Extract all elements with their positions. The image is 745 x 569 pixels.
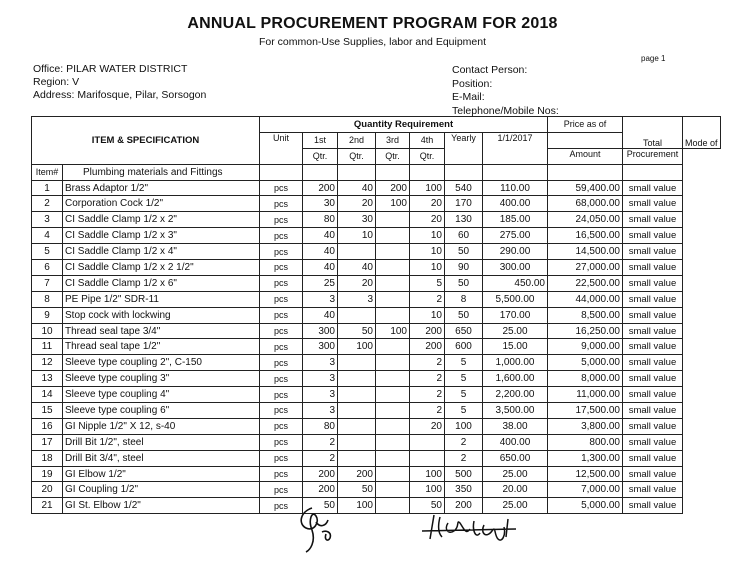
qty-q2: 20 <box>338 275 376 291</box>
table-row <box>32 275 721 291</box>
item-unit: pcs <box>260 339 303 355</box>
item-unit: pcs <box>260 291 303 307</box>
qty-q4: 100 <box>410 466 445 482</box>
item-number: 8 <box>32 291 63 307</box>
item-name: GI St. Elbow 1/2" <box>63 498 260 514</box>
header-unit: Unit <box>260 132 303 164</box>
qty-yearly: 540 <box>445 180 483 196</box>
procurement-mode: small value <box>623 450 683 466</box>
total-amount: 8,000.00 <box>548 371 623 387</box>
office-name: Office: PILAR WATER DISTRICT <box>33 63 188 75</box>
qty-q1: 3 <box>303 371 338 387</box>
header-q2-qtr: Qtr. <box>338 148 376 164</box>
unit-price: 300.00 <box>483 260 548 276</box>
qty-q3 <box>376 355 410 371</box>
item-name: CI Saddle Clamp 1/2 x 3" <box>63 228 260 244</box>
table-row <box>32 339 721 355</box>
qty-q3 <box>376 466 410 482</box>
unit-price: 110.00 <box>483 180 548 196</box>
procurement-mode: small value <box>623 275 683 291</box>
total-amount: 3,800.00 <box>548 418 623 434</box>
table-row <box>32 244 721 260</box>
item-number: 19 <box>32 466 63 482</box>
total-amount: 59,400.00 <box>548 180 623 196</box>
item-number: 16 <box>32 418 63 434</box>
qty-q2: 200 <box>338 466 376 482</box>
item-name: CI Saddle Clamp 1/2 x 2" <box>63 212 260 228</box>
qty-q4: 2 <box>410 371 445 387</box>
qty-yearly: 170 <box>445 196 483 212</box>
item-unit: pcs <box>260 418 303 434</box>
header-q1: 1st <box>303 132 338 148</box>
item-unit: pcs <box>260 371 303 387</box>
qty-q4: 2 <box>410 387 445 403</box>
item-unit: pcs <box>260 228 303 244</box>
item-name: PE Pipe 1/2" SDR-11 <box>63 291 260 307</box>
item-name: GI Coupling 1/2" <box>63 482 260 498</box>
item-number: 10 <box>32 323 63 339</box>
header-q3-qtr: Qtr. <box>376 148 410 164</box>
total-amount: 17,500.00 <box>548 403 623 419</box>
unit-price: 2,200.00 <box>483 387 548 403</box>
item-name: Thread seal tape 3/4" <box>63 323 260 339</box>
signature-right <box>414 505 524 547</box>
qty-q4: 10 <box>410 244 445 260</box>
header-q4: 4th <box>410 132 445 148</box>
unit-price: 20.00 <box>483 482 548 498</box>
total-amount: 7,000.00 <box>548 482 623 498</box>
qty-q3 <box>376 260 410 276</box>
total-amount: 5,000.00 <box>548 355 623 371</box>
qty-q4: 5 <box>410 275 445 291</box>
item-unit: pcs <box>260 323 303 339</box>
table-row <box>32 403 721 419</box>
item-number: 21 <box>32 498 63 514</box>
document-subtitle: For common-Use Supplies, labor and Equipment <box>258 36 487 48</box>
procurement-mode: small value <box>623 339 683 355</box>
header-yearly: Yearly <box>445 132 483 164</box>
procurement-mode: small value <box>623 228 683 244</box>
item-name: Thread seal tape 1/2" <box>63 339 260 355</box>
header-quantity-requirement: Quantity Requirement <box>260 117 548 133</box>
item-unit: pcs <box>260 450 303 466</box>
header-total-top: Total <box>623 117 683 149</box>
unit-price: 1,600.00 <box>483 371 548 387</box>
qty-q3 <box>376 212 410 228</box>
qty-yearly: 5 <box>445 355 483 371</box>
table-row <box>32 180 721 196</box>
qty-q2: 30 <box>338 212 376 228</box>
item-name: CI Saddle Clamp 1/2 x 2 1/2" <box>63 260 260 276</box>
table-row <box>32 450 721 466</box>
item-unit: pcs <box>260 212 303 228</box>
unit-price: 275.00 <box>483 228 548 244</box>
qty-q4: 10 <box>410 260 445 276</box>
unit-price: 170.00 <box>483 307 548 323</box>
unit-price: 25.00 <box>483 323 548 339</box>
procurement-mode: small value <box>623 434 683 450</box>
unit-price: 38.00 <box>483 418 548 434</box>
qty-q2 <box>338 371 376 387</box>
item-name: CI Saddle Clamp 1/2 x 4" <box>63 244 260 260</box>
qty-q4: 2 <box>410 355 445 371</box>
item-number: 2 <box>32 196 63 212</box>
qty-q2: 100 <box>338 498 376 514</box>
qty-q2: 100 <box>338 339 376 355</box>
item-name: Brass Adaptor 1/2" <box>63 180 260 196</box>
qty-q1: 40 <box>303 244 338 260</box>
table-row <box>32 212 721 228</box>
qty-q3 <box>376 275 410 291</box>
qty-q2: 40 <box>338 180 376 196</box>
total-amount: 44,000.00 <box>548 291 623 307</box>
qty-q1: 300 <box>303 323 338 339</box>
qty-q4: 20 <box>410 418 445 434</box>
contact-person: Contact Person: <box>452 64 528 76</box>
item-unit: pcs <box>260 403 303 419</box>
unit-price: 5,500.00 <box>483 291 548 307</box>
item-name: Drill Bit 1/2", steel <box>63 434 260 450</box>
qty-yearly: 200 <box>445 498 483 514</box>
item-name: Corporation Cock 1/2" <box>63 196 260 212</box>
table-row <box>32 323 721 339</box>
header-q2: 2nd <box>338 132 376 148</box>
qty-q3 <box>376 307 410 323</box>
qty-q4: 100 <box>410 180 445 196</box>
page-number: page 1 <box>641 54 666 63</box>
qty-q1: 200 <box>303 482 338 498</box>
procurement-mode: small value <box>623 244 683 260</box>
procurement-mode: small value <box>623 355 683 371</box>
qty-q2 <box>338 418 376 434</box>
item-number: 9 <box>32 307 63 323</box>
signature-left <box>290 502 350 554</box>
header-price-top: Price as of <box>548 117 623 133</box>
qty-q4: 20 <box>410 196 445 212</box>
unit-price: 185.00 <box>483 212 548 228</box>
contact-position: Position: <box>452 77 493 90</box>
qty-yearly: 50 <box>445 275 483 291</box>
qty-yearly: 50 <box>445 244 483 260</box>
qty-yearly: 8 <box>445 291 483 307</box>
item-number: 3 <box>32 212 63 228</box>
qty-q3 <box>376 387 410 403</box>
item-unit: pcs <box>260 355 303 371</box>
total-amount: 8,500.00 <box>548 307 623 323</box>
item-unit: pcs <box>260 466 303 482</box>
item-unit: pcs <box>260 482 303 498</box>
total-amount: 16,500.00 <box>548 228 623 244</box>
unit-price: 450.00 <box>483 275 548 291</box>
qty-q3: 100 <box>376 323 410 339</box>
item-unit: pcs <box>260 434 303 450</box>
office-info <box>33 63 206 102</box>
total-amount: 9,000.00 <box>548 339 623 355</box>
total-amount: 14,500.00 <box>548 244 623 260</box>
item-unit: pcs <box>260 196 303 212</box>
qty-yearly: 5 <box>445 403 483 419</box>
contact-phone: Telephone/Mobile Nos: <box>452 104 559 117</box>
table-row <box>32 291 721 307</box>
qty-q1: 3 <box>303 291 338 307</box>
qty-q2 <box>338 244 376 260</box>
qty-q1: 25 <box>303 275 338 291</box>
procurement-mode: small value <box>623 307 683 323</box>
procurement-mode: small value <box>623 403 683 419</box>
qty-yearly: 130 <box>445 212 483 228</box>
table-row <box>32 498 721 514</box>
section-title: Plumbing materials and Fittings <box>63 164 260 180</box>
table-row <box>32 418 721 434</box>
address: Address: Marifosque, Pilar, Sorsogon <box>33 89 207 101</box>
qty-q2: 50 <box>338 482 376 498</box>
item-name: GI Nipple 1/2" X 12, s-40 <box>63 418 260 434</box>
table-body <box>32 180 721 514</box>
total-amount: 22,500.00 <box>548 275 623 291</box>
item-number: 5 <box>32 244 63 260</box>
qty-q1: 40 <box>303 228 338 244</box>
item-unit: pcs <box>260 244 303 260</box>
qty-q3 <box>376 291 410 307</box>
header-mode-top: Mode of <box>683 117 721 149</box>
qty-yearly: 100 <box>445 418 483 434</box>
qty-q2 <box>338 387 376 403</box>
item-unit: pcs <box>260 260 303 276</box>
total-amount: 11,000.00 <box>548 387 623 403</box>
qty-q4: 10 <box>410 307 445 323</box>
qty-q2: 3 <box>338 291 376 307</box>
item-name: CI Saddle Clamp 1/2 x 6" <box>63 275 260 291</box>
qty-yearly: 2 <box>445 434 483 450</box>
item-number: 20 <box>32 482 63 498</box>
qty-q1: 2 <box>303 450 338 466</box>
header-mode-bottom: Procurement <box>623 148 683 164</box>
qty-q1: 80 <box>303 418 338 434</box>
qty-q3 <box>376 403 410 419</box>
qty-q3 <box>376 339 410 355</box>
table-row <box>32 482 721 498</box>
item-number: 6 <box>32 260 63 276</box>
qty-q4: 20 <box>410 212 445 228</box>
item-unit: pcs <box>260 498 303 514</box>
qty-q1: 3 <box>303 387 338 403</box>
procurement-table <box>31 116 721 514</box>
qty-q1: 2 <box>303 434 338 450</box>
item-name: Drill Bit 3/4", steel <box>63 450 260 466</box>
region: Region: V <box>33 76 80 88</box>
qty-q4: 200 <box>410 323 445 339</box>
item-number: 12 <box>32 355 63 371</box>
table-row <box>32 387 721 403</box>
qty-q3 <box>376 371 410 387</box>
unit-price: 650.00 <box>483 450 548 466</box>
qty-q4: 100 <box>410 482 445 498</box>
item-number: 4 <box>32 228 63 244</box>
table-row <box>32 466 721 482</box>
qty-q3 <box>376 434 410 450</box>
item-number: 7 <box>32 275 63 291</box>
qty-q3 <box>376 482 410 498</box>
qty-q2: 10 <box>338 228 376 244</box>
qty-yearly: 50 <box>445 307 483 323</box>
unit-price: 400.00 <box>483 434 548 450</box>
item-unit: pcs <box>260 307 303 323</box>
total-amount: 12,500.00 <box>548 466 623 482</box>
table-row <box>32 355 721 371</box>
total-amount: 1,300.00 <box>548 450 623 466</box>
unit-price: 1,000.00 <box>483 355 548 371</box>
qty-q2 <box>338 450 376 466</box>
qty-q4: 2 <box>410 291 445 307</box>
qty-q3 <box>376 228 410 244</box>
item-name: Stop cock with lockwing <box>63 307 260 323</box>
qty-q3 <box>376 450 410 466</box>
qty-q4: 2 <box>410 403 445 419</box>
item-name: Sleeve type coupling 6" <box>63 403 260 419</box>
total-amount: 68,000.00 <box>548 196 623 212</box>
qty-yearly: 5 <box>445 371 483 387</box>
procurement-mode: small value <box>623 180 683 196</box>
header-q3: 3rd <box>376 132 410 148</box>
item-name: Sleeve type coupling 4" <box>63 387 260 403</box>
header-total-bottom: Amount <box>548 148 623 164</box>
item-name: Sleeve type coupling 2", C-150 <box>63 355 260 371</box>
item-unit: pcs <box>260 275 303 291</box>
qty-yearly: 650 <box>445 323 483 339</box>
qty-q2: 20 <box>338 196 376 212</box>
procurement-mode: small value <box>623 291 683 307</box>
header-q4-qtr: Qtr. <box>410 148 445 164</box>
qty-q3: 100 <box>376 196 410 212</box>
qty-q3: 200 <box>376 180 410 196</box>
item-number: 18 <box>32 450 63 466</box>
unit-price: 25.00 <box>483 498 548 514</box>
qty-q2 <box>338 403 376 419</box>
qty-q4 <box>410 434 445 450</box>
procurement-mode: small value <box>623 498 683 514</box>
item-unit: pcs <box>260 180 303 196</box>
item-number: 11 <box>32 339 63 355</box>
header-item-spec: ITEM & SPECIFICATION <box>32 117 260 165</box>
item-number: 13 <box>32 371 63 387</box>
total-amount: 27,000.00 <box>548 260 623 276</box>
qty-q2 <box>338 307 376 323</box>
document-title: ANNUAL PROCUREMENT PROGRAM FOR 2018 <box>187 15 558 32</box>
table-row <box>32 260 721 276</box>
qty-q3 <box>376 418 410 434</box>
qty-q1: 40 <box>303 260 338 276</box>
qty-q2: 50 <box>338 323 376 339</box>
qty-q4: 200 <box>410 339 445 355</box>
procurement-mode: small value <box>623 482 683 498</box>
header-q1-qtr: Qtr. <box>303 148 338 164</box>
table-row <box>32 307 721 323</box>
unit-price: 3,500.00 <box>483 403 548 419</box>
header-item-number: Item# <box>32 164 63 180</box>
procurement-mode: small value <box>623 371 683 387</box>
contact-info <box>452 64 559 118</box>
qty-yearly: 2 <box>445 450 483 466</box>
qty-yearly: 600 <box>445 339 483 355</box>
item-number: 15 <box>32 403 63 419</box>
unit-price: 290.00 <box>483 244 548 260</box>
qty-yearly: 60 <box>445 228 483 244</box>
qty-q1: 30 <box>303 196 338 212</box>
qty-q1: 3 <box>303 355 338 371</box>
unit-price: 400.00 <box>483 196 548 212</box>
qty-q3 <box>376 244 410 260</box>
qty-q4 <box>410 450 445 466</box>
procurement-mode: small value <box>623 418 683 434</box>
procurement-mode: small value <box>623 323 683 339</box>
total-amount: 5,000.00 <box>548 498 623 514</box>
procurement-mode: small value <box>623 196 683 212</box>
qty-q4: 10 <box>410 228 445 244</box>
qty-q2 <box>338 355 376 371</box>
qty-yearly: 350 <box>445 482 483 498</box>
contact-email: E-Mail: <box>452 91 485 103</box>
qty-q3 <box>376 498 410 514</box>
qty-q1: 300 <box>303 339 338 355</box>
procurement-mode: small value <box>623 387 683 403</box>
table-row <box>32 434 721 450</box>
total-amount: 16,250.00 <box>548 323 623 339</box>
qty-q1: 200 <box>303 466 338 482</box>
item-number: 17 <box>32 434 63 450</box>
qty-q2: 40 <box>338 260 376 276</box>
qty-q1: 80 <box>303 212 338 228</box>
qty-yearly: 90 <box>445 260 483 276</box>
table-row <box>32 371 721 387</box>
qty-q1: 50 <box>303 498 338 514</box>
table-row <box>32 228 721 244</box>
qty-q1: 3 <box>303 403 338 419</box>
item-name: Sleeve type coupling 3" <box>63 371 260 387</box>
unit-price: 15.00 <box>483 339 548 355</box>
qty-yearly: 5 <box>445 387 483 403</box>
total-amount: 800.00 <box>548 434 623 450</box>
item-number: 1 <box>32 180 63 196</box>
qty-q2 <box>338 434 376 450</box>
procurement-mode: small value <box>623 466 683 482</box>
unit-price: 25.00 <box>483 466 548 482</box>
item-name: GI Elbow 1/2" <box>63 466 260 482</box>
header-price-bottom: 1/1/2017 <box>483 132 548 164</box>
item-number: 14 <box>32 387 63 403</box>
qty-q4: 50 <box>410 498 445 514</box>
procurement-mode: small value <box>623 212 683 228</box>
qty-yearly: 500 <box>445 466 483 482</box>
qty-q1: 40 <box>303 307 338 323</box>
item-unit: pcs <box>260 387 303 403</box>
total-amount: 24,050.00 <box>548 212 623 228</box>
table-row <box>32 196 721 212</box>
procurement-mode: small value <box>623 260 683 276</box>
qty-q1: 200 <box>303 180 338 196</box>
